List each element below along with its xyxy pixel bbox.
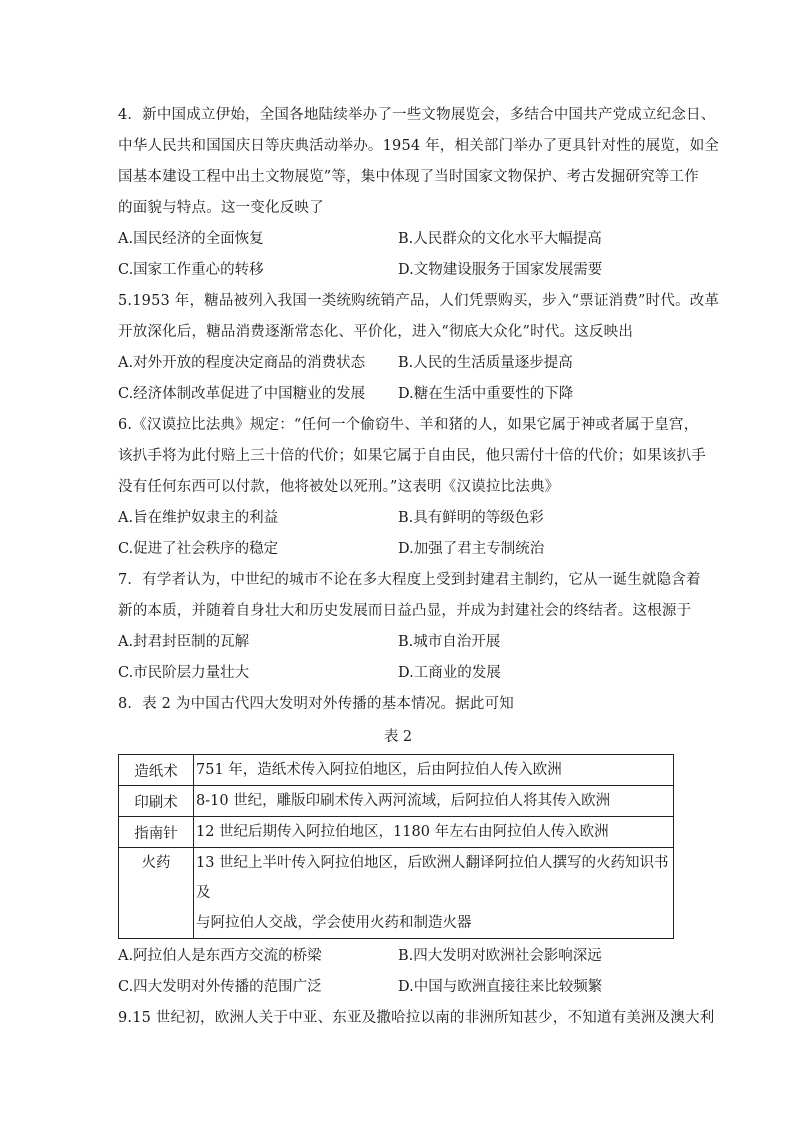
- option-d[interactable]: D.工商业的发展: [398, 665, 501, 681]
- table-row: [119, 786, 674, 817]
- question-4: [118, 100, 720, 286]
- option-a[interactable]: A.旨在维护奴隶主的利益: [118, 510, 279, 526]
- invention-desc-cell: 8-10 世纪，雕版印刷术传入两河流域，后阿拉伯人将其传入欧洲: [194, 786, 674, 817]
- option-b[interactable]: B.城市自治开展: [398, 634, 501, 650]
- option-c[interactable]: C.国家工作重心的转移: [118, 262, 264, 278]
- option-d[interactable]: D.糖在生活中重要性的下降: [398, 386, 574, 402]
- invention-desc-cell: 12 世纪后期传入阿拉伯地区，1180 年左右由阿拉伯人传入欧洲: [194, 817, 674, 848]
- question-7: [118, 565, 701, 689]
- option-b[interactable]: B.人民群众的文化水平大幅提高: [398, 231, 602, 247]
- question-6-options-row: [118, 503, 678, 534]
- question-4-stem-line: 国基本建设工程中出土文物展览”等，集中体现了当时国家文物保护、考古发掘研究等工作: [118, 169, 699, 185]
- question-5-stem-line: 5.1953 年，糖品被列入我国一类统购统销产品，人们凭票购买，步入“票证消费”时代。改革: [118, 293, 720, 309]
- question-7-options-row: [118, 658, 678, 689]
- question-4-stem-line: 的面貌与特点。这一变化反映了: [118, 200, 324, 216]
- question-8: [118, 689, 678, 1003]
- question-6-options-row: [118, 534, 678, 565]
- option-c[interactable]: C.四大发明对外传播的范围广泛: [118, 979, 322, 995]
- question-8-options-row: [118, 972, 678, 1003]
- question-7-stem-line: 新的本质，并随着自身壮大和历史发展而日益凸显，并成为封建社会的终结者。这根源于: [118, 603, 692, 619]
- invention-name-cell: 印刷术: [119, 786, 194, 817]
- option-a[interactable]: A.阿拉伯人是东西方交流的桥梁: [118, 948, 322, 964]
- option-b[interactable]: B.人民的生活质量逐步提高: [398, 355, 573, 371]
- invention-desc-cell: 751 年，造纸术传入阿拉伯地区，后由阿拉伯人传入欧洲: [194, 755, 674, 786]
- question-9: [118, 1003, 715, 1034]
- question-5-options-row: [118, 379, 678, 410]
- option-c[interactable]: C.经济体制改革促进了中国糖业的发展: [118, 386, 366, 402]
- invention-desc-cell: [194, 848, 674, 939]
- question-4-stem-line: 中华人民共和国国庆日等庆典活动举办。1954 年，相关部门举办了更具针对性的展览，如全: [118, 138, 720, 154]
- question-5-options-row: [118, 348, 678, 379]
- question-page: [118, 100, 720, 1034]
- question-4-stem-line: 4．新中国成立伊始，全国各地陆续举办了一些文物展览会，多结合中国共产党成立纪念日、: [118, 107, 716, 123]
- question-6-stem-line: 没有任何东西可以付款，他将被处以死刑。”这表明《汉谟拉比法典》: [118, 479, 560, 495]
- question-7-options-row: [118, 627, 678, 658]
- question-6: [118, 410, 706, 565]
- option-c[interactable]: C.市民阶层力量壮大: [118, 665, 250, 681]
- question-7-stem-line: 7．有学者认为，中世纪的城市不论在多大程度上受到封建君主制约，它从一诞生就隐含着: [118, 572, 701, 588]
- option-a[interactable]: A.封君封臣制的瓦解: [118, 634, 250, 650]
- question-8-stem-line: 8．表 2 为中国古代四大发明对外传播的基本情况。据此可知: [118, 696, 514, 712]
- question-4-options-row: [118, 255, 678, 286]
- question-5-stem-line: 开放深化后，糖品消费逐渐常态化、平价化，进入“彻底大众化”时代。这反映出: [118, 324, 634, 340]
- option-a[interactable]: A.国民经济的全面恢复: [118, 231, 264, 247]
- inventions-table: [118, 754, 674, 939]
- question-8-options-row: [118, 941, 678, 972]
- table-caption: 表 2: [383, 729, 413, 745]
- option-d[interactable]: D.文物建设服务于国家发展需要: [398, 262, 603, 278]
- option-d[interactable]: D.中国与欧洲直接往来比较频繁: [398, 979, 603, 995]
- question-6-stem-line: 6.《汉谟拉比法典》规定：“任何一个偷窃牛、羊和猪的人，如果它属于神或者属于皇宫，: [118, 417, 699, 433]
- option-b[interactable]: B.具有鲜明的等级色彩: [398, 510, 544, 526]
- option-d[interactable]: D.加强了君主专制统治: [398, 541, 545, 557]
- invention-name-cell: 火药: [119, 848, 194, 939]
- option-a[interactable]: A.对外开放的程度决定商品的消费状态: [118, 355, 366, 371]
- table-row: [119, 848, 674, 939]
- invention-desc-line: 与阿拉伯人交战，学会使用火药和制造火器: [196, 915, 472, 931]
- invention-desc-line: 13 世纪上半叶传入阿拉伯地区，后欧洲人翻译阿拉伯人撰写的火药知识书及: [196, 855, 669, 901]
- question-9-stem-line: 9.15 世纪初，欧洲人关于中亚、东亚及撒哈拉以南的非洲所知甚少，不知道有美洲及澳大利: [118, 1010, 715, 1026]
- option-c[interactable]: C.促进了社会秩序的稳定: [118, 541, 279, 557]
- question-4-options-row: [118, 224, 678, 255]
- option-b[interactable]: B.四大发明对欧洲社会影响深远: [398, 948, 602, 964]
- table-row: [119, 817, 674, 848]
- invention-name-cell: 指南针: [119, 817, 194, 848]
- question-5: [118, 286, 720, 410]
- invention-name-cell: 造纸术: [119, 755, 194, 786]
- question-6-stem-line: 该扒手将为此付赔上三十倍的代价；如果它属于自由民，他只需付十倍的代价；如果该扒手: [118, 448, 706, 464]
- table-row: [119, 755, 674, 786]
